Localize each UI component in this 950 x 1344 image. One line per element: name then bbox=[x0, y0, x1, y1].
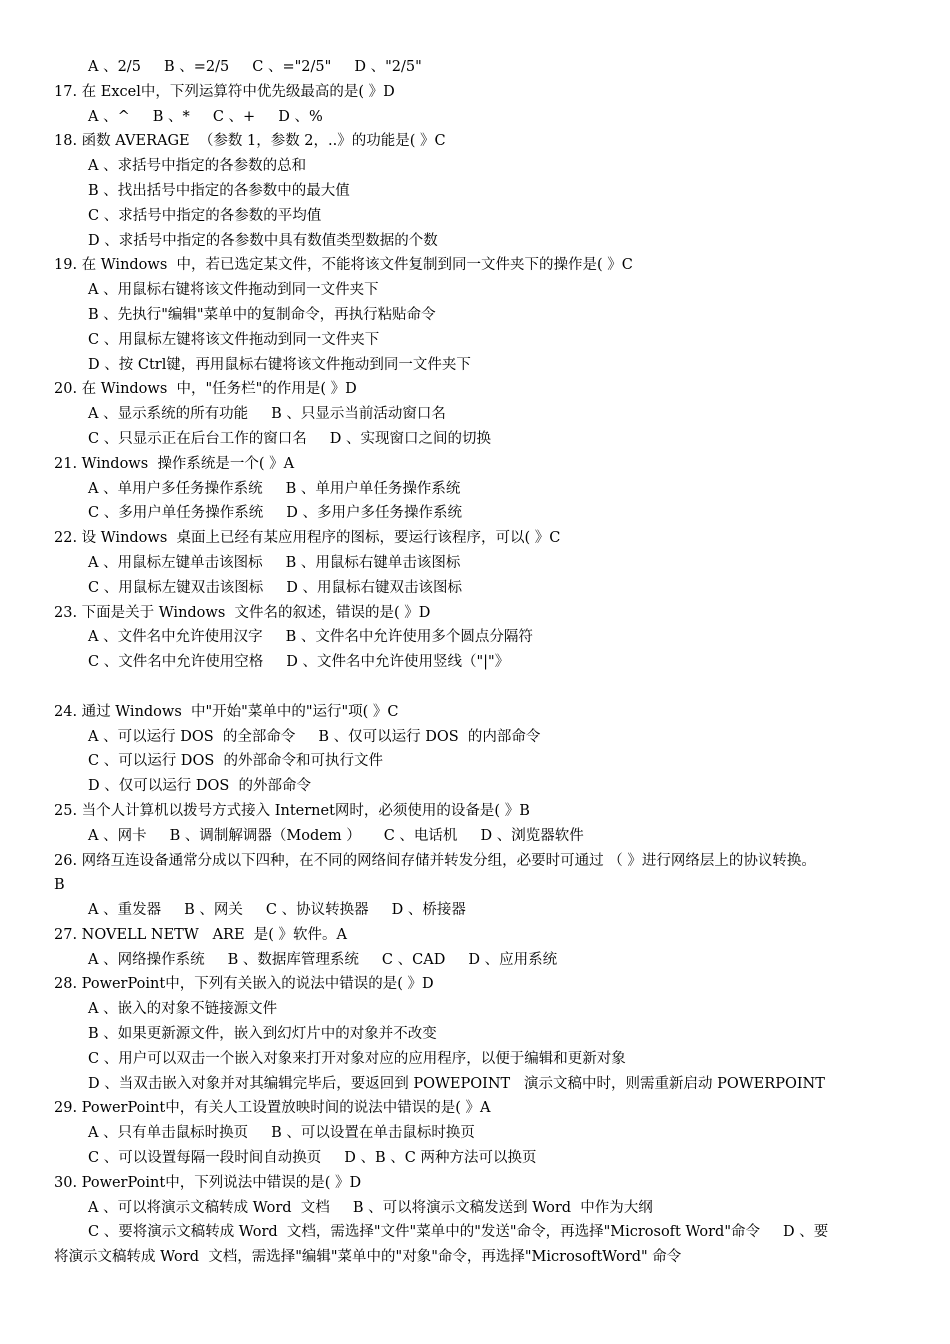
option-line: B 、先执行"编辑"菜单中的复制命令，再执行粘贴命令 bbox=[88, 306, 436, 323]
option-line: C 、用鼠标左键将该文件拖动到同一文件夹下 bbox=[88, 331, 380, 348]
option-line: A 、可以将演示文稿转成 Word 文档 B 、可以将演示文稿发送到 Word 中作为大纲 bbox=[88, 1199, 653, 1216]
option-line: B 、如果更新源文件，嵌入到幻灯片中的对象并不改变 bbox=[88, 1026, 437, 1043]
option-line: A 、可以运行 DOS 的全部命令 B 、仅可以运行 DOS 的内部命令 bbox=[88, 728, 541, 745]
question-line: 29. PowerPoint中，有关人工设置放映时间的说法中错误的是( 》A bbox=[54, 1100, 491, 1117]
question-line: 18. 函数 AVERAGE （参数 1，参数 2，..》的功能是( 》C bbox=[54, 133, 446, 150]
option-line: A 、嵌入的对象不链接源文件 bbox=[88, 1001, 278, 1018]
option-line: A 、网卡 B 、调制解调器（Modem ） C 、电话机 D 、浏览器软件 bbox=[88, 827, 584, 844]
option-line: D 、求括号中指定的各参数中具有数值类型数据的个数 bbox=[88, 232, 438, 249]
option-line: C 、文件名中允许使用空格 D 、文件名中允许使用竖线（"|"》 bbox=[88, 654, 510, 671]
option-line: A 、文件名中允许使用汉字 B 、文件名中允许使用多个圆点分隔符 bbox=[88, 629, 533, 646]
option-line: C 、多用户单任务操作系统 D 、多用户多任务操作系统 bbox=[88, 505, 462, 522]
option-line: A 、求括号中指定的各参数的总和 bbox=[88, 158, 307, 175]
option-line: C 、要将演示文稿转成 Word 文档，需选择"文件"菜单中的"发送"命令，再选择"Microsoft Word"命令 D 、要 bbox=[88, 1224, 829, 1241]
question-line: 28. PowerPoint中，下列有关嵌入的说法中错误的是( 》D bbox=[54, 976, 434, 993]
option-line: C 、求括号中指定的各参数的平均值 bbox=[88, 207, 322, 224]
option-line: D 、仅可以运行 DOS 的外部命令 bbox=[88, 778, 312, 795]
option-line: A 、显示系统的所有功能 B 、只显示当前活动窗口名 bbox=[88, 406, 446, 423]
option-line: D 、按 Ctrl键，再用鼠标右键将该文件拖动到同一文件夹下 bbox=[88, 356, 471, 373]
question-line: 27. NOVELL NETW ARE 是( 》软件。A bbox=[54, 926, 348, 943]
question-line: 19. 在 Windows 中，若已选定某文件，不能将该文件复制到同一文件夹下的操作是( 》C bbox=[54, 257, 633, 274]
document-page bbox=[0, 55, 950, 1270]
option-line: C 、可以设置每隔一段时间自动换页 D 、B 、C 两种方法可以换页 bbox=[88, 1150, 537, 1167]
option-line: A 、只有单击鼠标时换页 B 、可以设置在单击鼠标时换页 bbox=[88, 1125, 475, 1142]
continuation-line: B bbox=[54, 877, 65, 894]
continuation-line: 将演示文稿转成 Word 文档，需选择"编辑"菜单中的"对象"命令，再选择"MicrosoftWord" 命令 bbox=[54, 1249, 682, 1266]
option-line: A 、重发器 B 、网关 C 、协议转换器 D 、桥接器 bbox=[88, 902, 466, 919]
option-line: A 、单用户多任务操作系统 B 、单用户单任务操作系统 bbox=[88, 480, 461, 497]
option-line: B 、找出括号中指定的各参数中的最大值 bbox=[88, 182, 350, 199]
question-line: 26. 网络互连设备通常分成以下四种，在不同的网络间存储并转发分组，必要时可通过 （ 》进行网络层上的协议转换。 bbox=[54, 852, 816, 869]
question-line: 23. 下面是关于 Windows 文件名的叙述，错误的是( 》D bbox=[54, 604, 431, 621]
option-line: A 、网络操作系统 B 、数据库管理系统 C 、CAD D 、应用系统 bbox=[88, 951, 558, 968]
question-line: 21. Windows 操作系统是一个( 》A bbox=[54, 455, 295, 472]
blank-line bbox=[0, 675, 950, 700]
option-line: A 、2/5 B 、=2/5 C 、="2/5" D 、"2/5" bbox=[88, 59, 422, 75]
option-line: C 、用鼠标左键双击该图标 D 、用鼠标右键双击该图标 bbox=[88, 579, 462, 596]
question-line: 22. 设 Windows 桌面上已经有某应用程序的图标，要运行该程序，可以( 》C bbox=[54, 530, 561, 547]
question-line: 20. 在 Windows 中，"任务栏"的作用是( 》D bbox=[54, 381, 357, 398]
option-line: C 、只显示正在后台工作的窗口名 D 、实现窗口之间的切换 bbox=[88, 430, 491, 447]
question-line: 24. 通过 Windows 中"开始"菜单中的"运行"项( 》C bbox=[54, 703, 399, 720]
option-line: A 、用鼠标右键将该文件拖动到同一文件夹下 bbox=[88, 282, 379, 299]
option-line: A 、用鼠标左键单击该图标 B 、用鼠标右键单击该图标 bbox=[88, 554, 461, 571]
question-line: 17. 在 Excel中，下列运算符中优先级最高的是( 》D bbox=[54, 83, 395, 100]
option-line: D 、当双击嵌入对象并对其编辑完毕后，要返回到 POWEPOINT 演示文稿中时，则需重新启动 POWERPOINT bbox=[88, 1075, 825, 1092]
option-line: A 、^ B 、* C 、+ D 、% bbox=[88, 108, 323, 125]
option-line: C 、可以运行 DOS 的外部命令和可执行文件 bbox=[88, 753, 383, 770]
question-line: 25. 当个人计算机以拨号方式接入 Internet网时，必须使用的设备是( 》B bbox=[54, 802, 530, 819]
option-line: C 、用户可以双击一个嵌入对象来打开对象对应的应用程序，以便于编辑和更新对象 bbox=[88, 1050, 626, 1067]
question-line: 30. PowerPoint中，下列说法中错误的是( 》D bbox=[54, 1174, 362, 1191]
